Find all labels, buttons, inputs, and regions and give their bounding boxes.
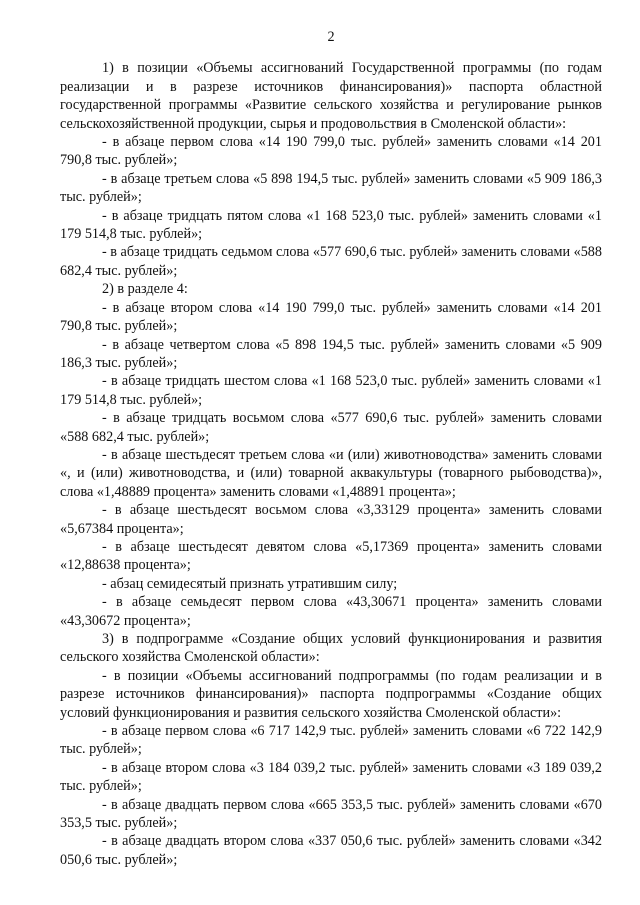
paragraph: - в абзаце четвертом слова «5 898 194,5 тыс. рублей» заменить словами «5 909 186,3 тыс. рублей»; [60, 336, 602, 371]
paragraph: - в абзаце третьем слова «5 898 194,5 тыс. рублей» заменить словами «5 909 186,3 тыс. рублей»; [60, 170, 602, 206]
document-page [60, 28, 602, 869]
paragraph: - в абзаце шестьдесят восьмом слова «3,33129 процента» заменить словами «5,67384 процента»; [60, 502, 602, 537]
paragraph: - в абзаце тридцать пятом слова «1 168 523,0 тыс. рублей» заменить словами «1 179 514,8 тыс. рублей»; [60, 207, 602, 243]
paragraph: 1) в позиции «Объемы ассигнований Государственной программы (по годам реализации и в разрезе источников финансирования)» паспорта областной государственной программы «Развитие сельского хозяйства и регулирование рынков сельскохозяйственной продукции, сырья и продовольствия в Смоленской области»: [60, 60, 602, 132]
paragraph: - в абзаце первом слова «14 190 799,0 тыс. рублей» заменить словами «14 201 790,8 тыс. рублей»; [60, 134, 602, 169]
paragraph: - в позиции «Объемы ассигнований подпрограммы (по годам реализации и в разрезе источников финансирования)» паспорта подпрограммы «Создание общих условий функционирования и развития сельского хозяйства Смоленской области»: [60, 667, 602, 721]
paragraph: - в абзаце семьдесят первом слова «43,30671 процента» заменить словами «43,30672 процента»; [60, 594, 602, 629]
paragraph: 2) в разделе 4: [102, 281, 188, 298]
paragraph: - в абзаце шестьдесят третьем слова «и (или) животноводства» заменить словами «, и (или) животноводства, и (или) товарной аквакультуры (товарного рыбоводства)», слова «1,48889 процента» заменить словами «1,48891 процента»; [60, 446, 602, 500]
paragraph: - в абзаце втором слова «3 184 039,2 тыс. рублей» заменить словами «3 189 039,2 тыс. рублей»; [60, 759, 602, 795]
paragraph: - в абзаце тридцать шестом слова «1 168 523,0 тыс. рублей» заменить словами «1 179 514,8 тыс. рублей»; [60, 373, 602, 408]
paragraph: - в абзаце тридцать седьмом слова «577 690,6 тыс. рублей» заменить словами «588 682,4 тыс. рублей»; [60, 244, 602, 279]
paragraph: - абзац семидесятый признать утратившим силу; [102, 575, 398, 592]
paragraph: - в абзаце двадцать первом слова «665 353,5 тыс. рублей» заменить словами «670 353,5 тыс. рублей»; [60, 796, 602, 832]
paragraph: - в абзаце шестьдесят девятом слова «5,17369 процента» заменить словами «12,88638 процента»; [60, 538, 602, 574]
paragraph: - в абзаце двадцать втором слова «337 050,6 тыс. рублей» заменить словами «342 050,6 тыс. рублей»; [60, 833, 602, 868]
paragraph: - в абзаце первом слова «6 717 142,9 тыс. рублей» заменить словами «6 722 142,9 тыс. рублей»; [60, 723, 602, 758]
paragraph: - в абзаце тридцать восьмом слова «577 690,6 тыс. рублей» заменить словами «588 682,4 тыс. рублей»; [60, 410, 602, 445]
page-number: 2 [327, 29, 335, 45]
paragraph: 3) в подпрограмме «Создание общих условий функционирования и развития сельского хозяйства Смоленской области»: [60, 631, 602, 666]
paragraph: - в абзаце втором слова «14 190 799,0 тыс. рублей» заменить словами «14 201 790,8 тыс. рублей»; [60, 299, 602, 335]
